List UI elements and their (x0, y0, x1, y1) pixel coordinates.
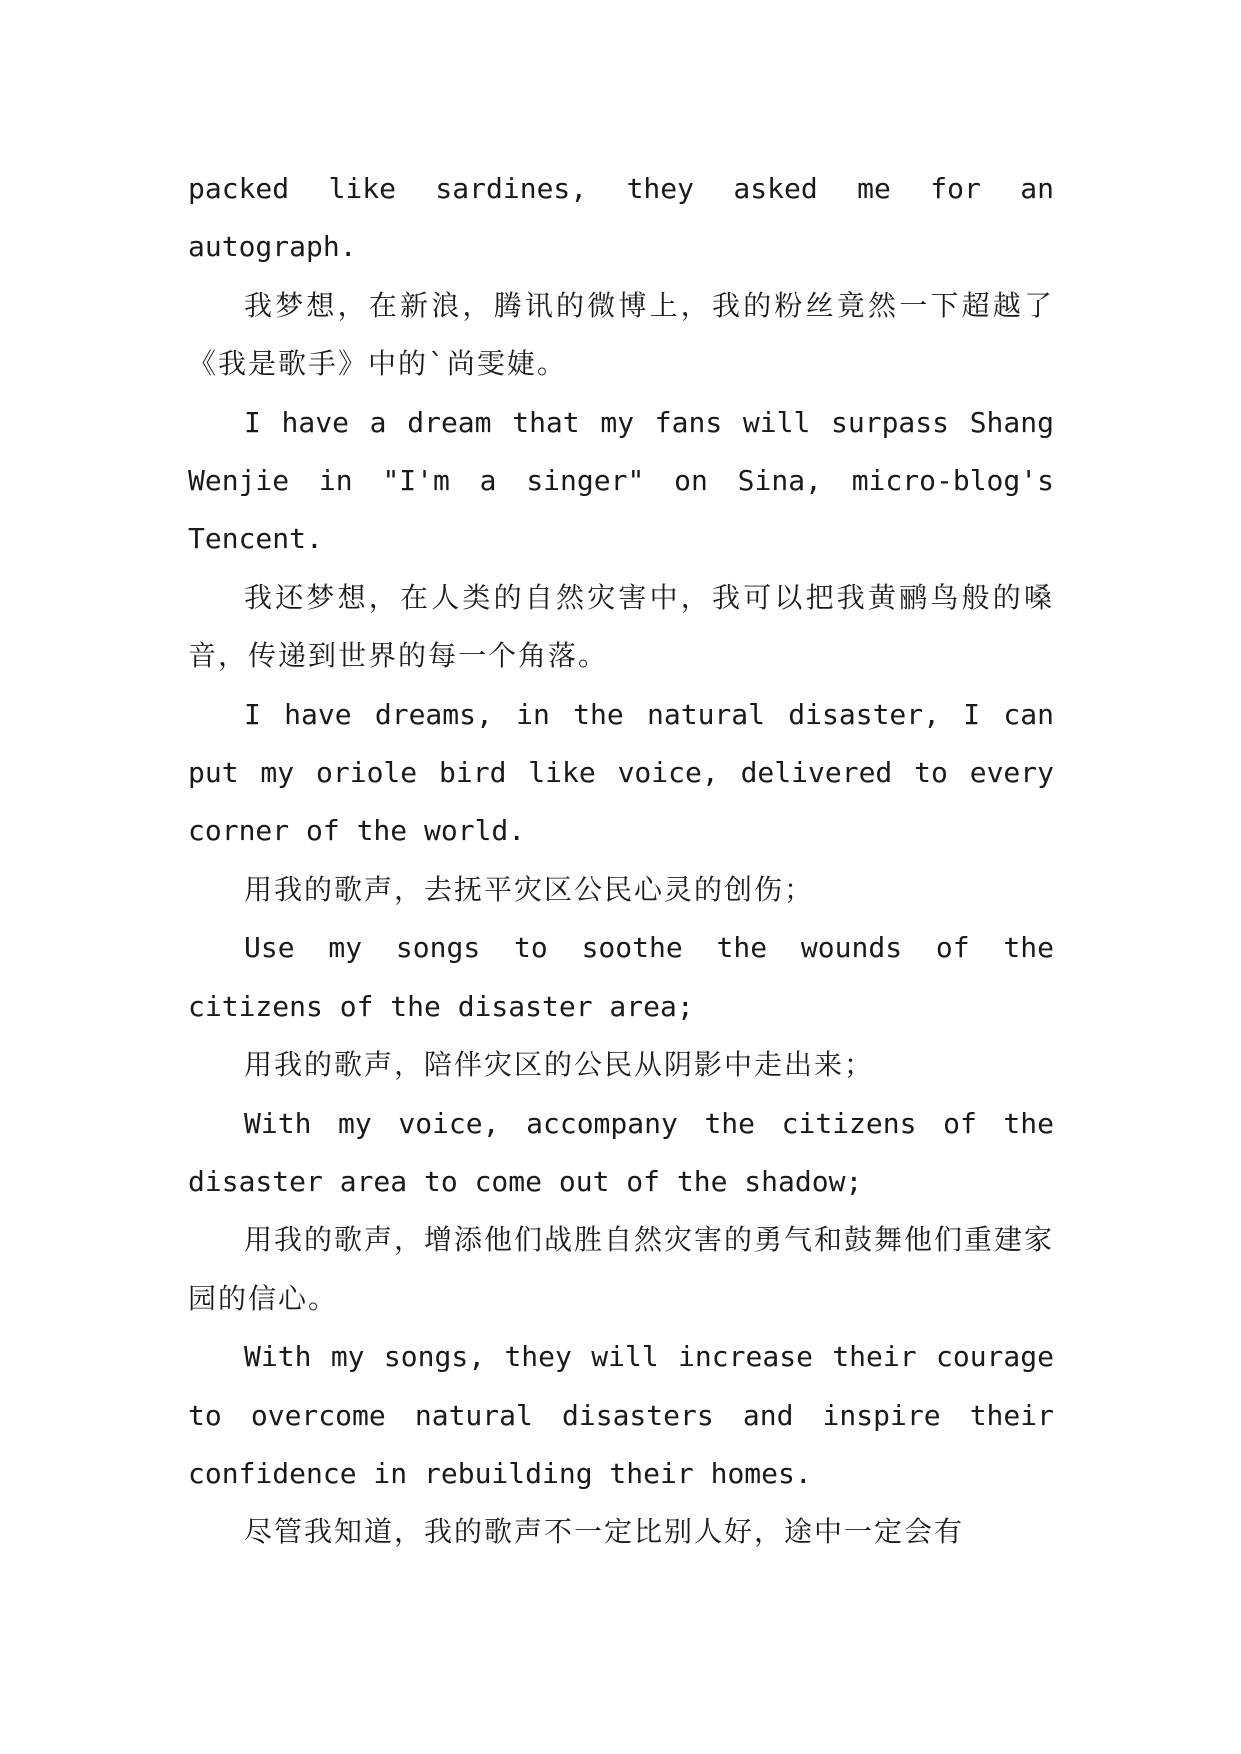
paragraph-soothe-en: Use my songs to soothe the wounds of the citizens of the disaster area; (188, 931, 1054, 1023)
paragraph-dream-voice-en: I have dreams, in the natural disaster, I can put my oriole bird like voice, delivered to every corner of the world. (188, 697, 1054, 848)
paragraph-although-zh: 尽管我知道，我的歌声不一定比别人好，途中一定会有 (244, 1515, 965, 1549)
paragraph-accompany-zh: 用我的歌声，陪伴灾区的公民从阴影中走出来； (244, 1048, 875, 1082)
paragraph-courage-zh: 用我的歌声，增添他们战胜自然灾害的勇气和鼓舞他们重建家园的信心。 (188, 1223, 1055, 1315)
paragraph-autograph-continued: packed like sardines, they asked me for an autograph. (188, 172, 1054, 264)
paragraph-dream-fans-zh: 我梦想，在新浪，腾讯的微博上，我的粉丝竟然一下超越了《我是歌手》中的`尚雯婕。 (188, 288, 1054, 381)
paragraph-courage-en: With my songs, they will increase their courage to overcome natural disasters and inspire their confidence in rebuilding their homes. (188, 1340, 1054, 1490)
paragraph-dream-fans-en: I have a dream that my fans will surpass Shang Wenjie in "I'm a singer" on Sina, micro-blog's Tencent. (188, 405, 1054, 556)
paragraph-accompany-en: With my voice, accompany the citizens of the disaster area to come out of the shadow; (188, 1106, 1054, 1198)
document-body (188, 160, 1054, 1562)
paragraph-dream-voice-zh: 我还梦想，在人类的自然灾害中，我可以把我黄鹂鸟般的嗓音，传递到世界的每一个角落。 (188, 580, 1054, 673)
paragraph-soothe-zh: 用我的歌声，去抚平灾区公民心灵的创伤； (244, 872, 815, 906)
